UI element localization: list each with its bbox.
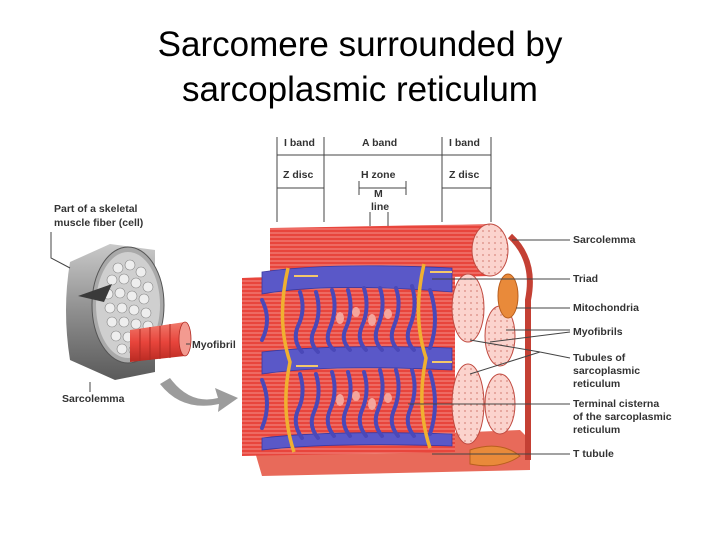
title-line-1: Sarcomere surrounded by (157, 25, 563, 64)
cisterna-label-3: reticulum (573, 424, 621, 436)
mitochondria-label: Mitochondria (573, 302, 639, 314)
title-line-2: sarcoplasmic reticulum (182, 70, 538, 109)
t-tubule-label: T tubule (573, 448, 614, 460)
sarcolemma-left-label: Sarcolemma (62, 393, 125, 405)
a-band-label: A band (362, 137, 398, 149)
myofibrils-label: Myofibrils (573, 326, 623, 338)
fiber-label-1: Part of a skeletal (54, 203, 138, 215)
m-line-label-2: line (371, 201, 390, 213)
tubules-label-3: reticulum (573, 378, 621, 390)
tubules-label-1: Tubules of (573, 352, 626, 364)
sarcomere-block (242, 224, 530, 476)
triad-label: Triad (573, 273, 599, 285)
z-disc-left-label: Z disc (283, 169, 314, 181)
sarcolemma-right-label: Sarcolemma (573, 234, 636, 246)
muscle-fiber-illustration (66, 244, 238, 412)
h-zone-label: H zone (361, 169, 396, 181)
i-band-right-label: I band (449, 137, 480, 149)
z-disc-right-label: Z disc (449, 169, 480, 181)
m-line-label-1: M (374, 188, 383, 200)
cisterna-label-1: Terminal cisterna (573, 398, 660, 410)
fiber-label-2: muscle fiber (cell) (54, 217, 144, 229)
cisterna-label-2: of the sarcoplasmic (573, 411, 672, 423)
tubules-label-2: sarcoplasmic (573, 365, 641, 377)
myofibril-label: Myofibril (192, 339, 236, 351)
i-band-left-label: I band (284, 137, 315, 149)
